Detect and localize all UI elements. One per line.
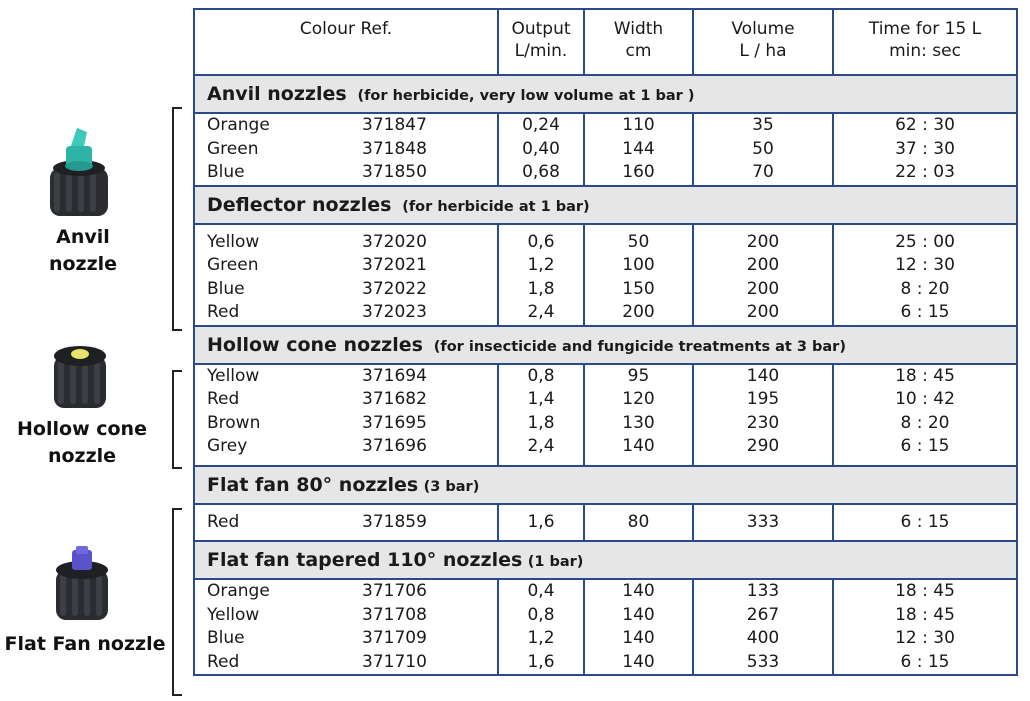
- hollow-cone-nozzle-image: [50, 340, 110, 410]
- table-header: [194, 9, 1017, 75]
- table-row: Green 372021 1,2 100 200 12 : 30: [194, 254, 1017, 278]
- anvil-nozzle-label: Anvil nozzle: [48, 226, 118, 275]
- hollow-cone-nozzle-label: Hollow cone nozzle: [17, 418, 147, 467]
- section-flat-fan-tapered-110: Flat fan tapered 110° nozzles (1 bar): [194, 541, 1017, 579]
- section-deflector: Deflector nozzles (for herbicide at 1 bar): [194, 186, 1017, 224]
- table-row: Blue 372022 1,8 150 200 8 : 20: [194, 278, 1017, 302]
- section-hollow-cone: Hollow cone nozzles (for insecticide and fungicide treatments at 3 bar): [194, 326, 1017, 364]
- section-anvil: Anvil nozzles (for herbicide, very low volume at 1 bar ): [194, 75, 1017, 113]
- table-row: Yellow 371694 0,8 95 140 18 : 45: [194, 364, 1017, 389]
- header-time: Time for 15 L min: sec: [833, 9, 1017, 75]
- table-row: Yellow 371708 0,8 140 267 18 : 45: [194, 604, 1017, 628]
- header-volume: Volume L / ha: [693, 9, 833, 75]
- anvil-nozzle-image: [44, 128, 114, 218]
- table-row: Orange 371847 0,24 110 35 62 : 30: [194, 113, 1017, 138]
- table-row: Orange 371706 0,4 140 133 18 : 45: [194, 579, 1017, 604]
- header-colour-ref: Colour Ref.: [194, 9, 498, 75]
- table-row: Grey 371696 2,4 140 290 6 : 15: [194, 435, 1017, 459]
- table-row: Red 371710 1,6 140 533 6 : 15: [194, 651, 1017, 676]
- header-width: Width cm: [584, 9, 693, 75]
- table-row: Blue 371709 1,2 140 400 12 : 30: [194, 627, 1017, 651]
- header-output: Output L/min.: [498, 9, 584, 75]
- flat-fan-bracket: [172, 508, 182, 696]
- table-row: Red 371859 1,6 80 333 6 : 15: [194, 511, 1017, 535]
- flat-fan-nozzle-image: [52, 546, 112, 622]
- hollow-cone-bracket: [172, 370, 182, 469]
- table-row: Blue 371850 0,68 160 70 22 : 03: [194, 161, 1017, 186]
- table-row: Red 372023 2,4 200 200 6 : 15: [194, 301, 1017, 326]
- table-row: Green 371848 0,40 144 50 37 : 30: [194, 138, 1017, 162]
- anvil-bracket: [172, 107, 182, 331]
- section-flat-fan-80: Flat fan 80° nozzles (3 bar): [194, 466, 1017, 504]
- table-row: Brown 371695 1,8 130 230 8 : 20: [194, 412, 1017, 436]
- flat-fan-nozzle-label: Flat Fan nozzle: [4, 633, 166, 655]
- table-row: Red 371682 1,4 120 195 10 : 42: [194, 388, 1017, 412]
- nozzle-table: [193, 8, 1018, 676]
- table-row: Yellow 372020 0,6 50 200 25 : 00: [194, 231, 1017, 255]
